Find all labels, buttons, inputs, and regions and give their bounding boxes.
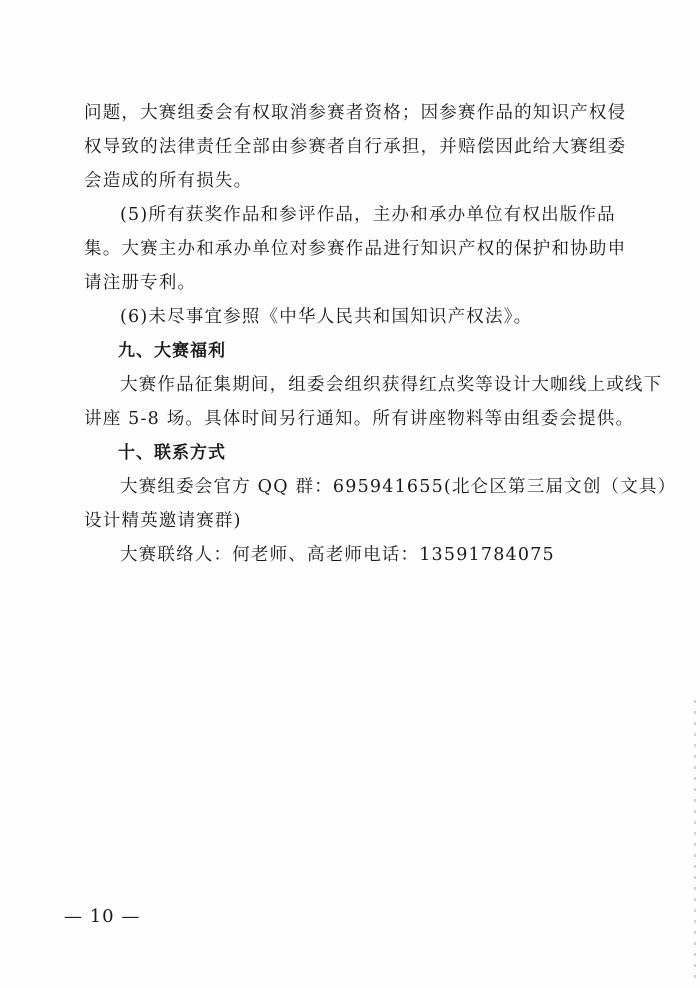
contact-person-line: 大赛联络人：何老师、高老师电话：13591784075	[120, 545, 555, 565]
page-number: — 10 —	[64, 906, 141, 927]
paragraph-line: 讲座 5-8 场。具体时间另行通知。所有讲座物料等由组委会提供。	[84, 409, 635, 429]
paragraph-line: 会造成的所有损失。	[84, 171, 253, 191]
paragraph-line: 集。大赛主办和承办单位对参赛作品进行知识产权的保护和协助申	[84, 239, 627, 259]
section-heading: 九、大赛福利	[118, 341, 226, 361]
paragraph-line: (6)未尽事宜参照《中华人民共和国知识产权法》。	[120, 307, 533, 327]
paragraph-line: (5)所有获奖作品和参评作品，主办和承办单位有权出版作品	[120, 205, 616, 225]
paragraph-line: 请注册专利。	[84, 273, 197, 293]
document-body	[84, 96, 677, 572]
paragraph-line: 问题，大赛组委会有权取消参赛者资格；因参赛作品的知识产权侵	[84, 103, 627, 123]
section-heading: 十、联系方式	[118, 443, 226, 463]
scan-edge-marks	[694, 700, 696, 980]
paragraph-line: 大赛作品征集期间，组委会组织获得红点奖等设计大咖线上或线下	[120, 375, 663, 395]
paragraph-line: 权导致的法律责任全部由参赛者自行承担，并赔偿因此给大赛组委	[84, 137, 627, 157]
contact-qq-line: 大赛组委会官方 QQ 群：695941655(北仑区第三届文创（文具）	[120, 477, 677, 497]
contact-qq-group-name: 设计精英邀请赛群)	[84, 511, 242, 531]
